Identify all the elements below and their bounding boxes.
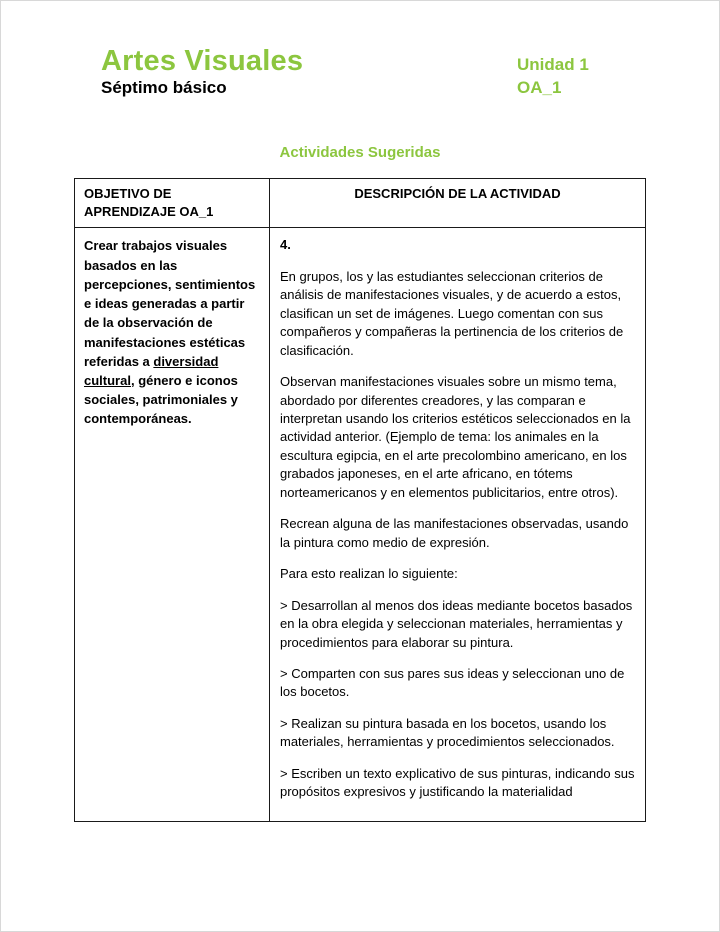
activity-paragraph: Para esto realizan lo siguiente:: [280, 566, 458, 582]
header-row-title: [101, 45, 593, 78]
activity-paragraph: > Escriben un texto explicativo de sus pinturas, indicando sus propósitos expresivos y justificando la materialidad: [280, 765, 635, 800]
activity-paragraph: En grupos, los y las estudiantes seleccionan criterios de análisis de manifestaciones visuales, y de acuerdo a estos, clasifican un set de imágenes. Luego comentan con sus compañeros y compañeras la pertinencia de los criterios de clasificación.: [280, 268, 624, 358]
document-title: Artes Visuales: [101, 45, 304, 77]
header-row-subtitle: [101, 78, 593, 98]
activities-table: [74, 178, 646, 822]
table-header-row: [75, 179, 646, 228]
table-row: [75, 228, 646, 821]
document-subtitle: Séptimo básico: [101, 78, 227, 97]
activity-paragraph: > Comparten con sus pares sus ideas y seleccionan uno de los bocetos.: [280, 665, 625, 700]
document-header: [1, 45, 719, 98]
activity-paragraph: Recrean alguna de las manifestaciones observadas, usando la pintura como medio de expresión.: [280, 516, 629, 550]
activity-paragraph: > Desarrollan al menos dos ideas mediante bocetos basados en la obra elegida y seleccionan materiales, herramientas y procedimientos para elaborar su pintura.: [280, 597, 633, 650]
column-header-objective: OBJETIVO DE APRENDIZAJE OA_1: [75, 179, 270, 228]
activity-number: 4.: [280, 237, 291, 253]
objective-cell: [75, 228, 270, 821]
objective-text-after: , género e iconos sociales, patrimoniales y contemporáneas.: [84, 373, 238, 427]
section-title: Actividades Sugeridas: [279, 144, 441, 161]
unit-label: Unidad 1: [517, 55, 589, 74]
objective-text-before: Crear trabajos visuales basados en las percepciones, sentimientos e ideas generadas a partir de la observación de manifestaciones estéticas referidas a: [84, 238, 256, 369]
activity-paragraph: Observan manifestaciones visuales sobre un mismo tema, abordado por diferentes creadores, y las comparan e interpretan usando los criterios estéticos seleccionados en la actividad anterior. (Ejemplo de tema: los animales en la escultura egipcia, en el arte precolombino americano, en los grabados japoneses, en el arte africano, en tótems norteamericanos y en elementos publicitarios, entre otros).: [280, 374, 631, 500]
table-body: [75, 228, 646, 821]
column-header-description: DESCRIPCIÓN DE LA ACTIVIDAD: [270, 179, 646, 228]
description-cell: [270, 228, 646, 821]
activity-paragraph: > Realizan su pintura basada en los bocetos, usando los materiales, herramientas y procedimientos seleccionados.: [280, 715, 615, 750]
oa-code-label: OA_1: [517, 78, 562, 97]
objective-text-underlined: diversidad cultural: [84, 353, 219, 389]
table-header: [75, 179, 646, 228]
